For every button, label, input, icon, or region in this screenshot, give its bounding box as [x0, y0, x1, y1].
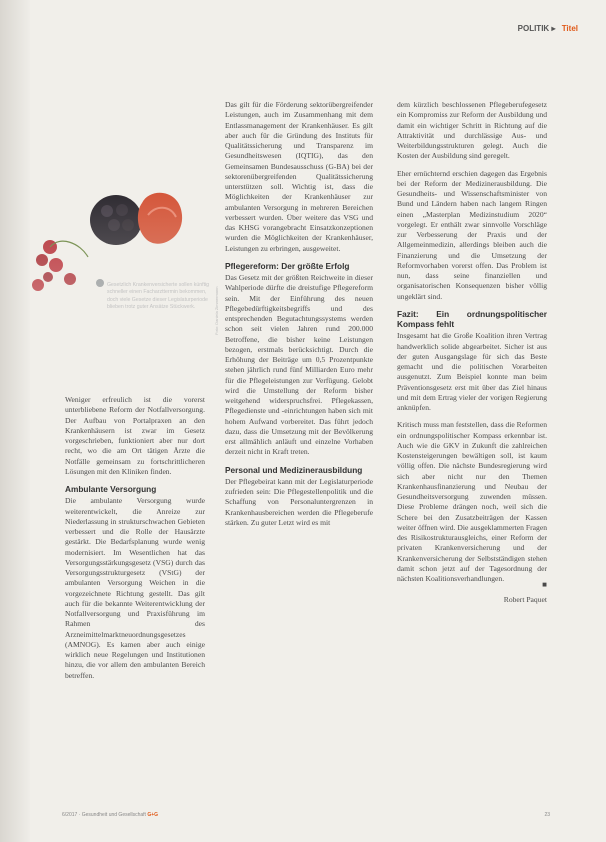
author: Robert Paquet: [503, 594, 547, 604]
page-gutter-shadow: [0, 0, 30, 842]
paragraph: Das Gesetz mit der größten Reichweite in dieser Wahlperiode dürfte die dreistufige Pflegereform sein. Mit der Einführung des neuen Pflegebedürftigkeitsbegriffs und des entsprechenden Begutachtungssystems werden schon seit vielen Jahren rund 200.000 Betroffene, die bisher keine Leistungen bezogen, erstmals berücksichtigt. Durch die Erhöhung der Beiträge um 0,5 Prozentpunkte stehen jährlich rund fünf Milliarden Euro mehr für die Pflegeleistungen zur Verfügung. Gelobt wird die Umstellung der Reform bisher weitgehend widerspruchsfrei. Pflegekassen, Pflegedienste und -einrichtungen haben sich mit hohem Aufwand vorbereitet. Das führt jedoch dazu, dass die Umsetzung mit der Bevölkerung erst allmählich anläuft und einzelne Vorhaben derzeit nicht in Kraft treten.: [225, 273, 373, 457]
subheading-fazit: Fazit: Ein ordnungspolitischer Kompass fehlt: [397, 308, 547, 329]
footer-brand: G+G: [147, 812, 159, 818]
footer-left: [62, 812, 158, 818]
paragraph: Der Pflegebeirat kann mit der Legislaturperiode zufrieden sein: Die Pflegestellenpolitik und die Schaffung von Personaluntergrenzen in Krankenhausbereichen werden die Pflegeberufe stärken. Zu guter Letzt wird es mit: [225, 476, 373, 527]
subheading-personal: Personal und Medizinerausbildung: [225, 464, 363, 475]
paragraph: Das gilt für die Förderung sektorübergreifender Leistungen, auch im Zusammenhang mit dem Entlassmanagement der Krankenhäuser. Es gilt aber auch für die Gründung des Instituts für Qualitätssicherung und Transparenz im Gesundheitswesen (IQTIG), das den Gemeinsamen Bundesausschuss (G-BA) bei der sektorenübergreifenden Qualitätssicherung unterstützen soll. Wichtig ist, dass die Möglichkeiten der Krankenhäuser zur ambulanten Versorgung in mehreren Bereichen verbessert wurden. Über weitere das VSG und das KHSG vorangebracht Einsatzkonzeptionen wurden die Möglichkeiten der Krankenhäuser, Leistungen zu erbringen, ausgeweitet.: [225, 100, 373, 253]
column-1: [65, 395, 205, 688]
paragraph: Weniger erfreulich ist die vorerst unterbliebene Reform der Notfallversorgung. Der Aufbau von Portalpraxen an den Krankenhäusern ist zwar im Gesetz vorgeschrieben, funktioniert aber nur dort recht, wo die am Ort tätigen Ärzte die Notfälle gemeinsam zu fortschrittlicheren Lösungen mit den Kliniken finden.: [65, 395, 205, 476]
paragraph: Eher ernüchternd erschien dagegen das Ergebnis bei der Reform der Medizinerausbildung. Die Gesundheits- und Wissenschaftsminister von Bund und Ländern haben nach langem Ringen einen „Masterplan Medizinstudium 2020“ vorgelegt. Er enthält zwar sinnvolle Vorschläge zur Verbesserung der Praxis und der Allgemeinmedizin, allerdings bleiben auch die Finanzierung und die Umsetzung der Reformvorhaben vorerst offen. Das Problem ist nun, dass seine finanziellen und organisatorischen Konsequenzen bisher völlig ungeklärt sind.: [397, 168, 547, 301]
subheading-pflegereform: Pflegereform: Der größte Erfolg: [225, 260, 350, 271]
photo-credit: Foto: Daniela Zimmermann: [214, 286, 219, 335]
section-label: POLITIK: [517, 24, 550, 33]
paragraph: Die ambulante Versorgung wurde weiterentwickelt, die Anreize zur Niederlassung in strukturschwachen Gebieten verbessert und die Rolle der Hausärzte gestärkt. Die Bedarfsplanung wurde wenig modernisiert. Im Wesentlichen hat das Versorgungsstärkungsgesetz (VSG) durch das Versorgungsstrukturgesetz (VStG) der ambulanten Versorgung Weichen in die vorgezeichnete Richtung gestellt. Das gilt auch für die bekannte Weiterentwicklung der Notfallversorgung und Praxisführung im Rahmen des Arzneimittelmarktneuordnungsgesetzes (AMNOG). Es kamen aber auch einige wirklich neue Regelungen und Institutionen hinzu, die vor allem den ambulanten Bereich betreffen.: [65, 496, 205, 680]
paragraph: Kritisch muss man feststellen, dass die Reformen ein ordnungspolitischer Kompass erkennbar ist. Auch wie die GKV in Zukunft die zahlreichen Kostensteigerungen bewältigen soll, ist kaum völlig offen. Die nächste Bundesregierung wird sich aber nicht nur den Themen Krankenhausfinanzierung und Neubau der Gesundheitsversorgung zuwenden müssen. Diese Probleme drängen noch, weil sich die Schere bei den Zusatzbeiträgen der Kassen weiter öffnen wird. Die ausgeklammerten Fragen des Risikostrukturausgleichs, einer Reform der privaten Krankenversicherung und der Krankenversicherung der Selbstständigen stehen damit schon jetzt auf der Tagesordnung der nächsten Koalitionsverhandlungen.: [397, 420, 547, 583]
page-number: 23: [544, 812, 550, 818]
paragraph: Insgesamt hat die Große Koalition ihren Vertrag handwerklich solide abgearbeitet. Sicher ist aus der guten Ausgangslage für sich das Beste gemacht und die politischen Vorarbeiten ausgenutzt. Zum Beispiel konnte man beim Präventionsgesetz erst mit über das Ziel hinaus und mit dem Ertrag vieler der vorigen Regierung anknüpfen.: [397, 331, 547, 412]
section-tag: Titel: [561, 24, 578, 33]
column-3: [397, 100, 547, 605]
subheading-ambulante-versorgung: Ambulante Versorgung: [65, 484, 157, 494]
paragraph: dem kürzlich beschlossenen Pflegeberufegesetz ein Kompromiss zur Reform der Ausbildung und damit ein wichtiger Schritt in Richtung auf die Attraktivität und durchlässige Aus- und Weiterbildungsstrukturen gelegt. Auch die Kosten der Ausbildung sind geregelt.: [397, 100, 547, 161]
page-header: [518, 24, 578, 33]
end-mark: ■: [542, 580, 547, 590]
column-2: [225, 100, 373, 535]
header-arrow: ▸: [551, 24, 556, 33]
fruit-photo: [30, 165, 210, 395]
footer-issue: 6/2017 · Gesundheit und Gesellschaft: [62, 812, 146, 818]
photo-caption: Gesetzlich Krankenversicherte sollen künftig schneller einen Facharzttermin bekommen, doch viele Gesetze dieser Legislaturperiode blieben trotz guter Ansätze Stückwerk.: [107, 282, 210, 310]
